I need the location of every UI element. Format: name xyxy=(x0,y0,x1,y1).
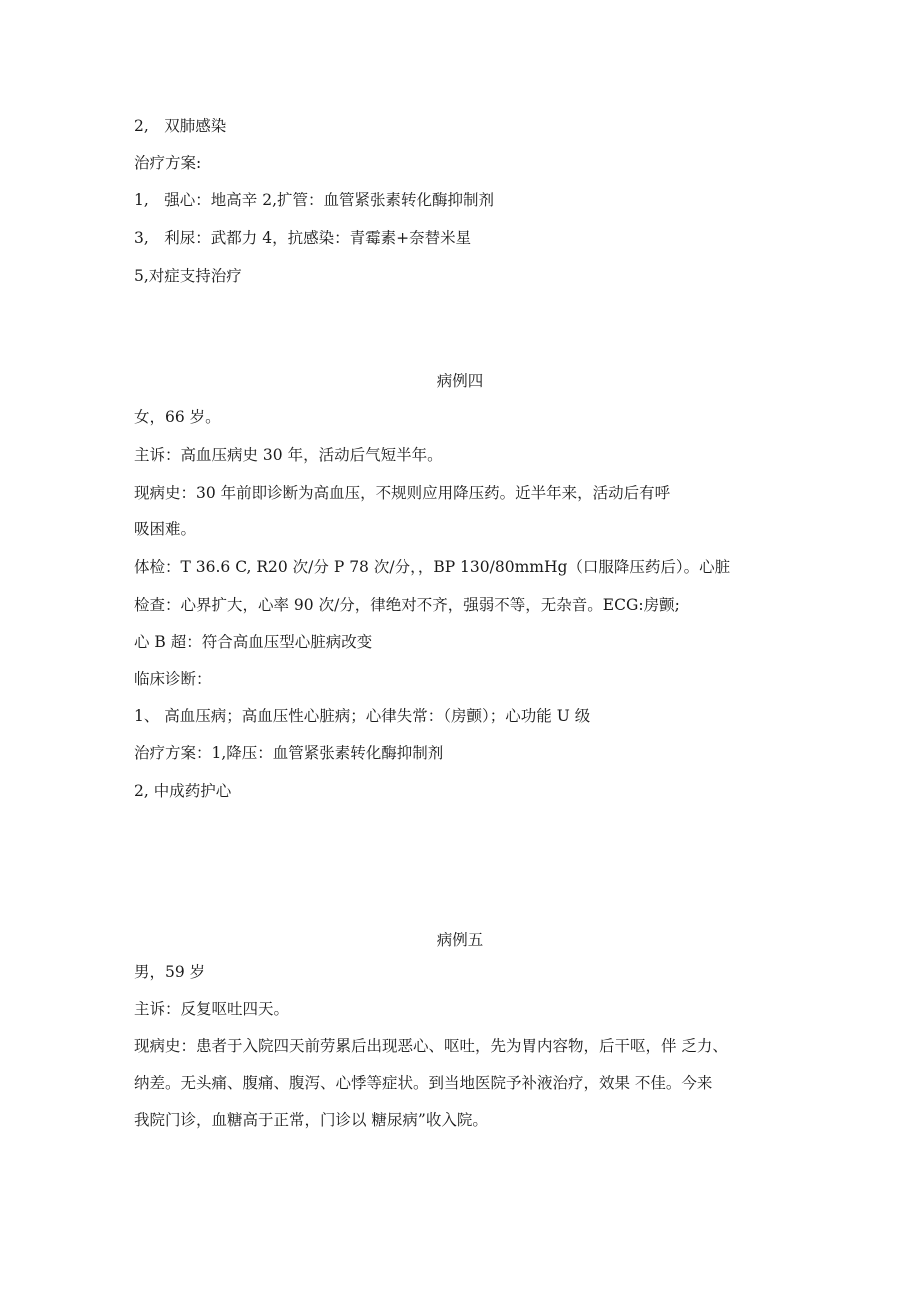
case4-line-1: 女，66 岁。 xyxy=(134,408,221,426)
prev-line-2: 治疗方案: xyxy=(134,154,202,172)
case4-line-4: 吸困难。 xyxy=(134,520,197,538)
case5-line-1: 男，59 岁 xyxy=(134,963,206,981)
case4-line-8: 临床诊断： xyxy=(134,670,212,688)
prev-line-1: 2, 双肺感染 xyxy=(134,117,227,135)
case4-line-7: 心 B 超：符合高血压型心脏病改变 xyxy=(134,633,373,651)
case5-line-5: 我院门诊，血糖高于正常，门诊以 糖尿病”收入院。 xyxy=(134,1111,488,1129)
prev-line-4: 3, 利尿：武都力 4，抗感染：青霉素+奈替米星 xyxy=(134,229,472,247)
case4-line-3: 现病史：30 年前即诊断为高血压，不规则应用降压药。近半年来，活动后有呼 xyxy=(134,484,671,502)
case4-line-6: 检查：心界扩大，心率 90 次/分，律绝对不齐，强弱不等，无杂音。ECG:房颤; xyxy=(134,596,680,614)
case5-line-2: 主诉：反复呕吐四天。 xyxy=(134,1000,290,1018)
case5-title: 病例五 xyxy=(436,931,484,949)
case5-line-4: 纳差。无头痛、腹痛、腹泻、心悸等症状。到当地医院予补液治疗，效果 不佳。今来 xyxy=(134,1074,713,1092)
case5-line-3: 现病史：患者于入院四天前劳累后出现恶心、呕吐，先为胃内容物，后干呕，伴 乏力、 xyxy=(134,1037,728,1055)
case4-line-5: 体检：T 36.6 C, R20 次/分 P 78 次/分，，BP 130/80mmHg（口服降压药后）。心脏 xyxy=(134,558,731,576)
prev-line-5: 5,对症支持治疗 xyxy=(134,267,242,285)
case4-line-9: 1、 高血压病；高血压性心脏病；心律失常：（房颤）；心功能 U 级 xyxy=(134,707,591,725)
case4-title: 病例四 xyxy=(436,372,484,390)
prev-line-3: 1, 强心：地高辛 2,扩管：血管紧张素转化酶抑制剂 xyxy=(134,191,495,209)
case4-line-11: 2, 中成药护心 xyxy=(134,782,232,800)
case4-line-10: 治疗方案：1,降压：血管紧张素转化酶抑制剂 xyxy=(134,744,444,762)
case4-line-2: 主诉：高血压病史 30 年，活动后气短半年。 xyxy=(134,446,443,464)
